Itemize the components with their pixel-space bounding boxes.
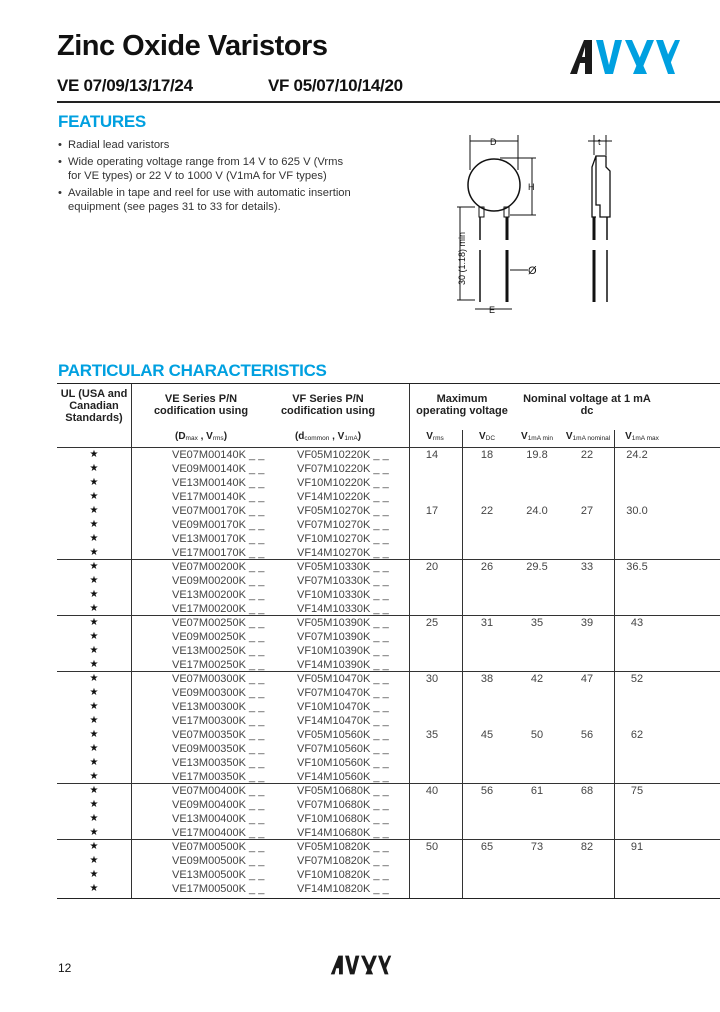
dimension-h-label: H <box>528 182 535 192</box>
ul-star-icon: ★ <box>89 491 99 502</box>
value-vdc: 26 <box>480 561 494 573</box>
value-vdc: 38 <box>480 673 494 685</box>
col-header-ve-sub: ($D_{max}$ , $V_{rms}$) <box>174 431 228 442</box>
vf-part-number: VF14M10470K _ _ <box>297 715 389 727</box>
vf-part-number: VF14M10220K _ _ <box>297 491 389 503</box>
vf-part-number: VF05M10560K _ _ <box>297 729 389 741</box>
vf-part-number: VF05M10270K _ _ <box>297 505 389 517</box>
ve-part-number: VE07M00250K _ _ <box>172 617 265 629</box>
vf-part-number: VF14M10330K _ _ <box>297 603 389 615</box>
vf-part-number: VF10M10220K _ _ <box>297 477 389 489</box>
ve-part-number: VE09M00170K _ _ <box>172 519 265 531</box>
vf-part-number: VF07M10390K _ _ <box>297 631 389 643</box>
ve-part-number: VE07M00300K _ _ <box>172 673 265 685</box>
ve-part-number: VE09M00400K _ _ <box>172 799 265 811</box>
value-v1ma-min: 73 <box>530 841 544 853</box>
feature-item: • Available in tape and reel for use with automatic insertion equipment (see pages 31 to 33 for details). <box>58 186 358 214</box>
ul-star-icon: ★ <box>89 463 99 474</box>
ve-part-number: VE09M00350K _ _ <box>172 743 265 755</box>
column-divider <box>131 384 132 898</box>
features-heading: FEATURES <box>58 112 146 131</box>
ul-star-icon: ★ <box>89 869 99 880</box>
particular-characteristics-heading: PARTICULAR CHARACTERISTICS <box>58 361 327 380</box>
value-vrms: 17 <box>425 505 439 517</box>
vf-part-number: VF07M10270K _ _ <box>297 519 389 531</box>
vf-part-number: VF10M10270K _ _ <box>297 533 389 545</box>
col-header-vdc: $V_{DC}$ <box>478 431 496 442</box>
ul-star-icon: ★ <box>89 575 99 586</box>
ve-part-number: VE07M00170K _ _ <box>172 505 265 517</box>
vf-part-number: VF14M10390K _ _ <box>297 659 389 671</box>
ul-star-icon: ★ <box>89 729 99 740</box>
dimension-t-label: t <box>598 137 601 147</box>
vf-part-number: VF05M10470K _ _ <box>297 673 389 685</box>
value-v1ma-max: 91 <box>630 841 644 853</box>
value-v1ma-min: 35 <box>530 617 544 629</box>
vf-part-number: VF05M10680K _ _ <box>297 785 389 797</box>
col-header-max-operating: Maximum operating voltage <box>416 393 508 417</box>
value-v1ma-min: 61 <box>530 785 544 797</box>
ul-star-icon: ★ <box>89 799 99 810</box>
col-header-ve: VE Series P/N codification using <box>153 393 249 417</box>
value-v1ma-min: 50 <box>530 729 544 741</box>
value-v1ma-min: 42 <box>530 673 544 685</box>
vf-part-number: VF10M10820K _ _ <box>297 869 389 881</box>
value-vrms: 20 <box>425 561 439 573</box>
value-vdc: 56 <box>480 785 494 797</box>
page-number: 12 <box>58 961 72 975</box>
ul-star-icon: ★ <box>89 771 99 782</box>
ul-star-icon: ★ <box>89 547 99 558</box>
ve-part-number: VE09M00200K _ _ <box>172 575 265 587</box>
value-v1ma-max: 62 <box>630 729 644 741</box>
ul-star-icon: ★ <box>89 645 99 656</box>
ul-star-icon: ★ <box>89 449 99 460</box>
vf-part-number: VF05M10330K _ _ <box>297 561 389 573</box>
value-v1ma-max: 52 <box>630 673 644 685</box>
ul-star-icon: ★ <box>89 715 99 726</box>
lead-diameter-label: Ø <box>528 265 537 277</box>
ul-star-icon: ★ <box>89 841 99 852</box>
value-vdc: 31 <box>480 617 494 629</box>
col-header-nominal: Nominal voltage at 1 mA dc <box>523 393 651 417</box>
ve-part-number: VE13M00170K _ _ <box>172 533 265 545</box>
value-vrms: 30 <box>425 673 439 685</box>
vf-part-number: VF14M10680K _ _ <box>297 827 389 839</box>
ve-part-number: VE09M00250K _ _ <box>172 631 265 643</box>
dimension-d-label: D <box>490 137 497 147</box>
header-rule <box>57 101 720 103</box>
value-v1ma-max: 75 <box>630 785 644 797</box>
vf-part-number: VF05M10220K _ _ <box>297 449 389 461</box>
ve-part-number: VE13M00300K _ _ <box>172 701 265 713</box>
value-v1ma-nominal: 68 <box>580 785 594 797</box>
vf-part-number: VF07M10470K _ _ <box>297 687 389 699</box>
value-v1ma-max: 30.0 <box>626 505 648 517</box>
features-list <box>58 138 358 217</box>
vf-part-number: VF05M10390K _ _ <box>297 617 389 629</box>
feature-item: • Wide operating voltage range from 14 V to 625 V (Vrms for VE types) or 22 V to 1000 V (V1mA for VF types) <box>58 155 358 183</box>
ve-part-number: VE17M00500K _ _ <box>172 883 265 895</box>
ve-part-number: VE09M00140K _ _ <box>172 463 265 475</box>
vf-part-number: VF10M10560K _ _ <box>297 757 389 769</box>
column-divider <box>614 430 615 898</box>
vf-part-number: VF05M10820K _ _ <box>297 841 389 853</box>
vf-part-number: VF07M10220K _ _ <box>297 463 389 475</box>
ve-part-number: VE13M00400K _ _ <box>172 813 265 825</box>
value-vrms: 25 <box>425 617 439 629</box>
ul-star-icon: ★ <box>89 603 99 614</box>
ul-star-icon: ★ <box>89 813 99 824</box>
dimension-e-label: E <box>489 305 496 315</box>
vf-part-number: VF14M10270K _ _ <box>297 547 389 559</box>
ve-part-number: VE07M00350K _ _ <box>172 729 265 741</box>
ul-star-icon: ★ <box>89 505 99 516</box>
ul-star-icon: ★ <box>89 477 99 488</box>
ul-star-icon: ★ <box>89 687 99 698</box>
page-title: Zinc Oxide Varistors <box>57 30 328 62</box>
value-v1ma-nominal: 27 <box>580 505 594 517</box>
ul-star-icon: ★ <box>89 589 99 600</box>
value-v1ma-nominal: 82 <box>580 841 594 853</box>
varistor-dimension-drawing <box>430 125 630 325</box>
ve-part-number: VE17M00170K _ _ <box>172 547 265 559</box>
ve-part-number: VE13M00350K _ _ <box>172 757 265 769</box>
value-v1ma-max: 36.5 <box>626 561 648 573</box>
ul-star-icon: ★ <box>89 659 99 670</box>
ve-part-number: VE07M00200K _ _ <box>172 561 265 573</box>
value-vrms: 40 <box>425 785 439 797</box>
value-v1ma-min: 24.0 <box>526 505 548 517</box>
value-vdc: 18 <box>480 449 494 461</box>
value-vrms: 50 <box>425 841 439 853</box>
value-v1ma-nominal: 56 <box>580 729 594 741</box>
characteristics-table <box>57 383 720 899</box>
ul-star-icon: ★ <box>89 673 99 684</box>
ve-part-number: VE17M00250K _ _ <box>172 659 265 671</box>
column-divider <box>462 430 463 898</box>
ul-star-icon: ★ <box>89 561 99 572</box>
col-header-vf-sub: ($d_{common}$ , $V_{1mA}$) <box>294 431 362 442</box>
ul-star-icon: ★ <box>89 617 99 628</box>
avx-logo <box>570 37 680 77</box>
ve-part-number: VE13M00140K _ _ <box>172 477 265 489</box>
value-vdc: 22 <box>480 505 494 517</box>
ul-star-icon: ★ <box>89 519 99 530</box>
value-v1ma-max: 43 <box>630 617 644 629</box>
col-header-vf: VF Series P/N codification using <box>280 393 376 417</box>
footer-avx-logo <box>330 954 392 976</box>
col-header-vrms: $V_{rms}$ <box>426 431 444 442</box>
ve-part-number: VE09M00500K _ _ <box>172 855 265 867</box>
value-vrms: 35 <box>425 729 439 741</box>
vf-part-number: VF14M10560K _ _ <box>297 771 389 783</box>
ul-star-icon: ★ <box>89 827 99 838</box>
value-vdc: 65 <box>480 841 494 853</box>
vf-part-number: VF07M10680K _ _ <box>297 799 389 811</box>
vf-part-number: VF07M10820K _ _ <box>297 855 389 867</box>
ve-part-number: VE07M00140K _ _ <box>172 449 265 461</box>
value-v1ma-min: 19.8 <box>526 449 548 461</box>
vf-part-number: VF07M10330K _ _ <box>297 575 389 587</box>
ve-part-number: VE17M00140K _ _ <box>172 491 265 503</box>
ul-star-icon: ★ <box>89 631 99 642</box>
vf-part-number: VF07M10560K _ _ <box>297 743 389 755</box>
ve-part-number: VE17M00300K _ _ <box>172 715 265 727</box>
value-v1ma-max: 24.2 <box>626 449 648 461</box>
vf-part-number: VF10M10680K _ _ <box>297 813 389 825</box>
value-v1ma-nominal: 22 <box>580 449 594 461</box>
lead-length-label: 30 (1.18) min <box>457 231 467 285</box>
ve-part-number: VE17M00200K _ _ <box>172 603 265 615</box>
value-vrms: 14 <box>425 449 439 461</box>
vf-part-number: VF10M10390K _ _ <box>297 645 389 657</box>
vf-part-number: VF10M10330K _ _ <box>297 589 389 601</box>
ul-star-icon: ★ <box>89 785 99 796</box>
value-v1ma-nominal: 33 <box>580 561 594 573</box>
value-vdc: 45 <box>480 729 494 741</box>
ve-part-number: VE13M00200K _ _ <box>172 589 265 601</box>
ul-star-icon: ★ <box>89 701 99 712</box>
ul-star-icon: ★ <box>89 855 99 866</box>
col-header-v1ma-max: $V_{1mA max}$ <box>625 431 659 442</box>
ul-star-icon: ★ <box>89 533 99 544</box>
col-header-ul: UL (USA and Canadian Standards) <box>60 388 128 424</box>
vf-part-number: VF14M10820K _ _ <box>297 883 389 895</box>
ve-part-number: VE17M00350K _ _ <box>172 771 265 783</box>
ve-part-number: VE17M00400K _ _ <box>172 827 265 839</box>
col-header-v1ma-min: $V_{1mA min}$ <box>521 431 553 442</box>
subtitle-ve-series: VE 07/09/13/17/24 <box>57 76 193 95</box>
feature-item: • Radial lead varistors <box>58 138 358 152</box>
value-v1ma-min: 29.5 <box>526 561 548 573</box>
subtitle-vf-series: VF 05/07/10/14/20 <box>268 76 403 95</box>
ul-star-icon: ★ <box>89 743 99 754</box>
ul-star-icon: ★ <box>89 757 99 768</box>
ve-part-number: VE09M00300K _ _ <box>172 687 265 699</box>
value-v1ma-nominal: 39 <box>580 617 594 629</box>
value-v1ma-nominal: 47 <box>580 673 594 685</box>
vf-part-number: VF10M10470K _ _ <box>297 701 389 713</box>
ve-part-number: VE13M00500K _ _ <box>172 869 265 881</box>
col-header-v1ma-nominal: $V_{1mA nominal}$ <box>565 431 611 442</box>
ul-star-icon: ★ <box>89 883 99 894</box>
ve-part-number: VE07M00500K _ _ <box>172 841 265 853</box>
ve-part-number: VE07M00400K _ _ <box>172 785 265 797</box>
ve-part-number: VE13M00250K _ _ <box>172 645 265 657</box>
